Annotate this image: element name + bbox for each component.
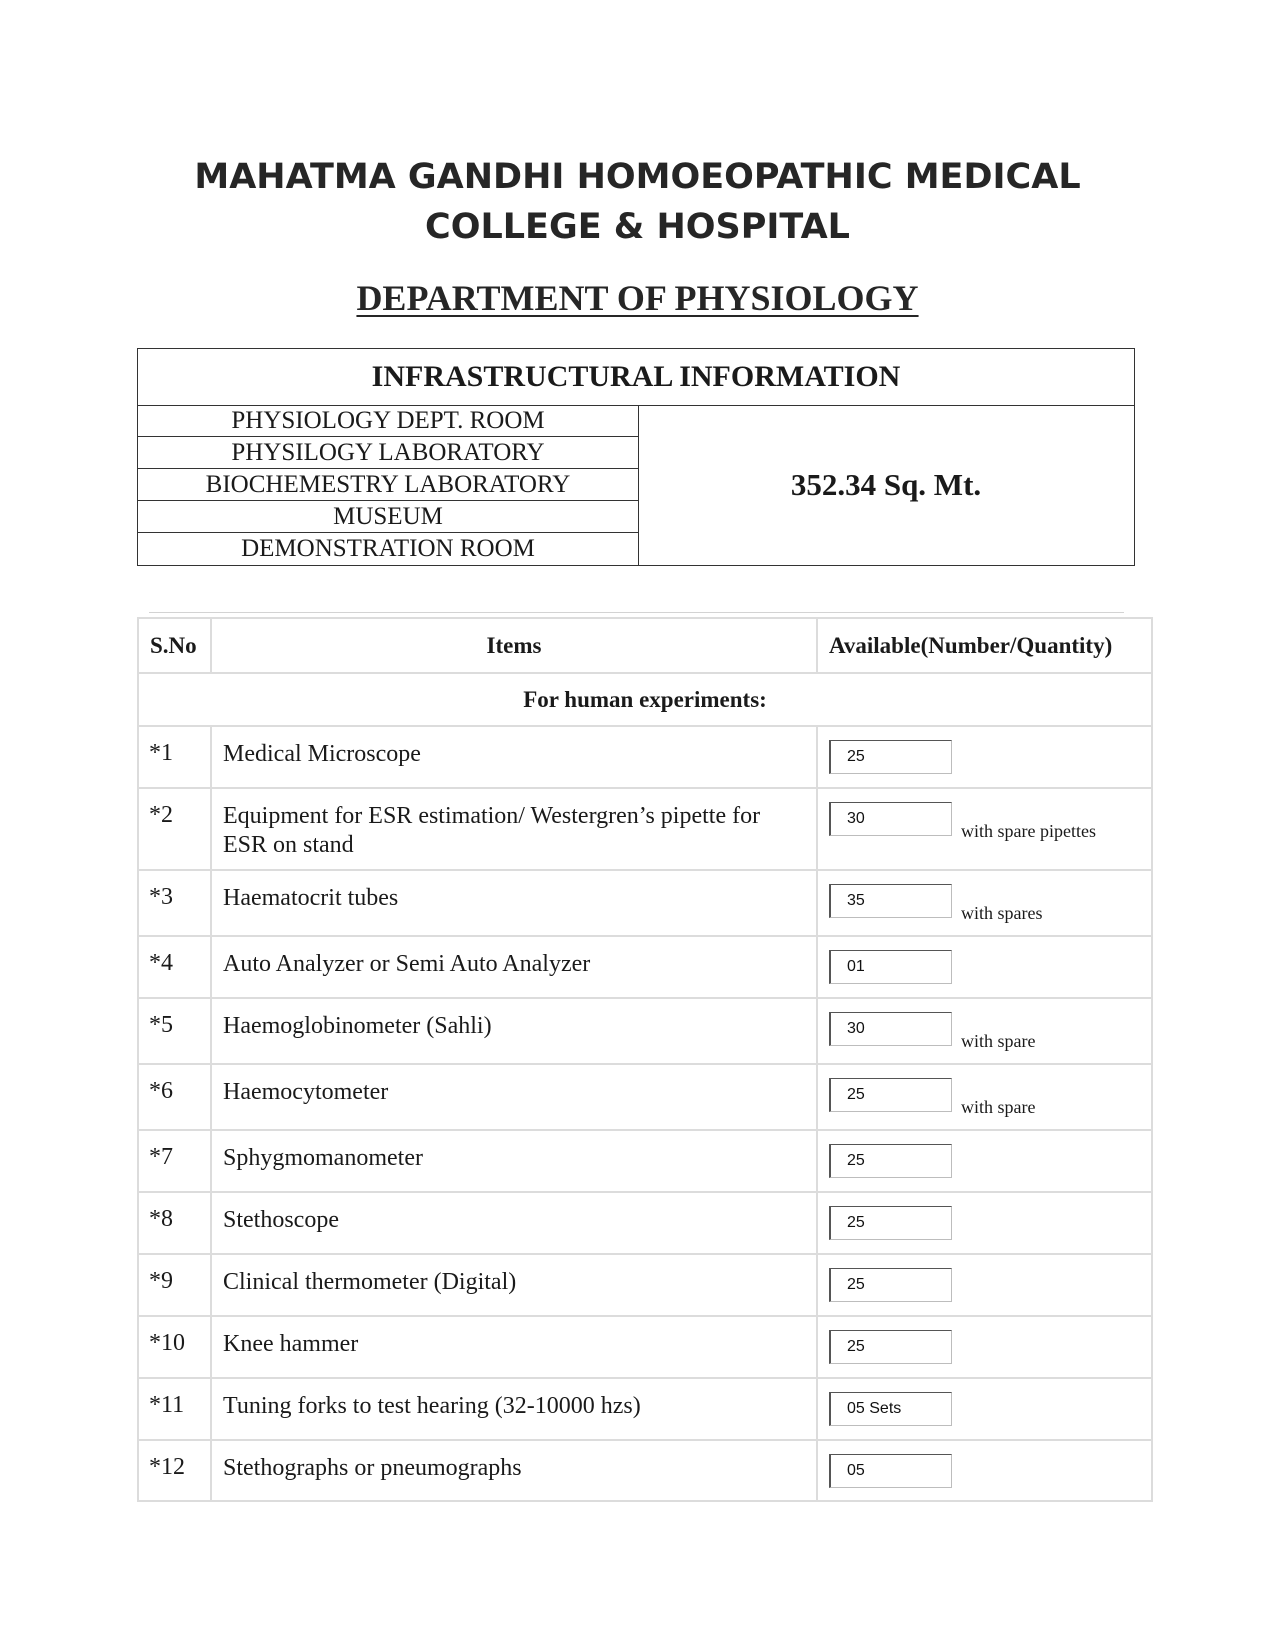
quantity-field[interactable]: 05 bbox=[829, 1454, 952, 1488]
quantity-field[interactable]: 30 bbox=[829, 802, 952, 836]
table-row bbox=[138, 870, 1152, 936]
table-row bbox=[138, 1440, 1152, 1501]
row-sno: *4 bbox=[138, 936, 211, 998]
table-row bbox=[138, 1130, 1152, 1192]
row-sno: *11 bbox=[138, 1378, 211, 1440]
row-available bbox=[817, 788, 1152, 870]
college-title-line1: MAHATMA GANDHI HOMOEOPATHIC MEDICAL bbox=[194, 157, 1081, 197]
row-item: Stethographs or pneumographs bbox=[211, 1440, 817, 1501]
quantity-field[interactable]: 25 bbox=[829, 1206, 952, 1240]
quantity-field[interactable]: 25 bbox=[829, 1078, 952, 1112]
infrastructure-table bbox=[137, 348, 1135, 566]
row-available bbox=[817, 726, 1152, 788]
row-sno: *9 bbox=[138, 1254, 211, 1316]
row-item: Auto Analyzer or Semi Auto Analyzer bbox=[211, 936, 817, 998]
table-row bbox=[138, 1192, 1152, 1254]
row-item: Haemoglobinometer (Sahli) bbox=[211, 998, 817, 1064]
row-available bbox=[817, 870, 1152, 936]
row-available bbox=[817, 936, 1152, 998]
row-sno: *10 bbox=[138, 1316, 211, 1378]
table-row bbox=[138, 1254, 1152, 1316]
row-sno: *3 bbox=[138, 870, 211, 936]
row-available bbox=[817, 1192, 1152, 1254]
row-item: Medical Microscope bbox=[211, 726, 817, 788]
table-row bbox=[138, 936, 1152, 998]
row-item: Clinical thermometer (Digital) bbox=[211, 1254, 817, 1316]
quantity-note: with spares bbox=[961, 903, 1043, 923]
table-row bbox=[138, 1064, 1152, 1130]
row-available bbox=[817, 1378, 1152, 1440]
row-sno: *2 bbox=[138, 788, 211, 870]
quantity-field[interactable]: 01 bbox=[829, 950, 952, 984]
infrastructure-room-list bbox=[138, 405, 639, 565]
row-available bbox=[817, 1316, 1152, 1378]
room-physiology-dept: PHYSIOLOGY DEPT. ROOM bbox=[138, 405, 638, 437]
quantity-note: with spare pipettes bbox=[961, 821, 1096, 841]
row-item: Haematocrit tubes bbox=[211, 870, 817, 936]
table-row bbox=[138, 1316, 1152, 1378]
room-museum: MUSEUM bbox=[138, 501, 638, 533]
quantity-note: with spare bbox=[961, 1031, 1036, 1051]
infrastructure-title: INFRASTRUCTURAL INFORMATION bbox=[138, 349, 1134, 406]
row-sno: *8 bbox=[138, 1192, 211, 1254]
quantity-note: with spare bbox=[961, 1097, 1036, 1117]
table-header-row bbox=[138, 618, 1152, 673]
quantity-field[interactable]: 05 Sets bbox=[829, 1392, 952, 1426]
room-demonstration: DEMONSTRATION ROOM bbox=[241, 535, 535, 562]
room-biochemistry-lab: BIOCHEMESTRY LABORATORY bbox=[138, 469, 638, 501]
college-title-line2: COLLEGE & HOSPITAL bbox=[425, 207, 850, 247]
row-item: Equipment for ESR estimation/ Westergren’s pipette for ESR on stand bbox=[211, 788, 817, 870]
quantity-field[interactable]: 25 bbox=[829, 1330, 952, 1364]
quantity-field[interactable]: 25 bbox=[829, 1268, 952, 1302]
separator-line bbox=[149, 612, 1124, 613]
header-items: Items bbox=[211, 618, 817, 673]
row-item: Knee hammer bbox=[211, 1316, 817, 1378]
row-sno: *1 bbox=[138, 726, 211, 788]
table-row bbox=[138, 1378, 1152, 1440]
row-available bbox=[817, 1064, 1152, 1130]
room-physiology-lab: PHYSILOGY LABORATORY bbox=[138, 437, 638, 469]
section-title: For human experiments: bbox=[138, 673, 1152, 726]
total-area: 352.34 Sq. Mt. bbox=[790, 467, 982, 502]
department-title: DEPARTMENT OF PHYSIOLOGY bbox=[356, 278, 919, 318]
row-item: Stethoscope bbox=[211, 1192, 817, 1254]
equipment-table bbox=[137, 617, 1153, 1502]
quantity-field[interactable]: 30 bbox=[829, 1012, 952, 1046]
quantity-field[interactable]: 25 bbox=[829, 740, 952, 774]
table-row bbox=[138, 998, 1152, 1064]
header-sno: S.No bbox=[138, 618, 211, 673]
row-sno: *5 bbox=[138, 998, 211, 1064]
row-item: Tuning forks to test hearing (32-10000 hzs) bbox=[211, 1378, 817, 1440]
header-available: Available(Number/Quantity) bbox=[817, 618, 1152, 673]
section-row bbox=[138, 673, 1152, 726]
table-row bbox=[138, 788, 1152, 870]
row-available bbox=[817, 1254, 1152, 1316]
quantity-field[interactable]: 35 bbox=[829, 884, 952, 918]
college-title bbox=[150, 152, 1125, 252]
table-row bbox=[138, 726, 1152, 788]
row-sno: *12 bbox=[138, 1440, 211, 1501]
row-available bbox=[817, 998, 1152, 1064]
row-item: Haemocytometer bbox=[211, 1064, 817, 1130]
row-sno: *7 bbox=[138, 1130, 211, 1192]
row-item: Sphygmomanometer bbox=[211, 1130, 817, 1192]
row-available bbox=[817, 1130, 1152, 1192]
row-sno: *6 bbox=[138, 1064, 211, 1130]
row-available bbox=[817, 1440, 1152, 1501]
quantity-field[interactable]: 25 bbox=[829, 1144, 952, 1178]
